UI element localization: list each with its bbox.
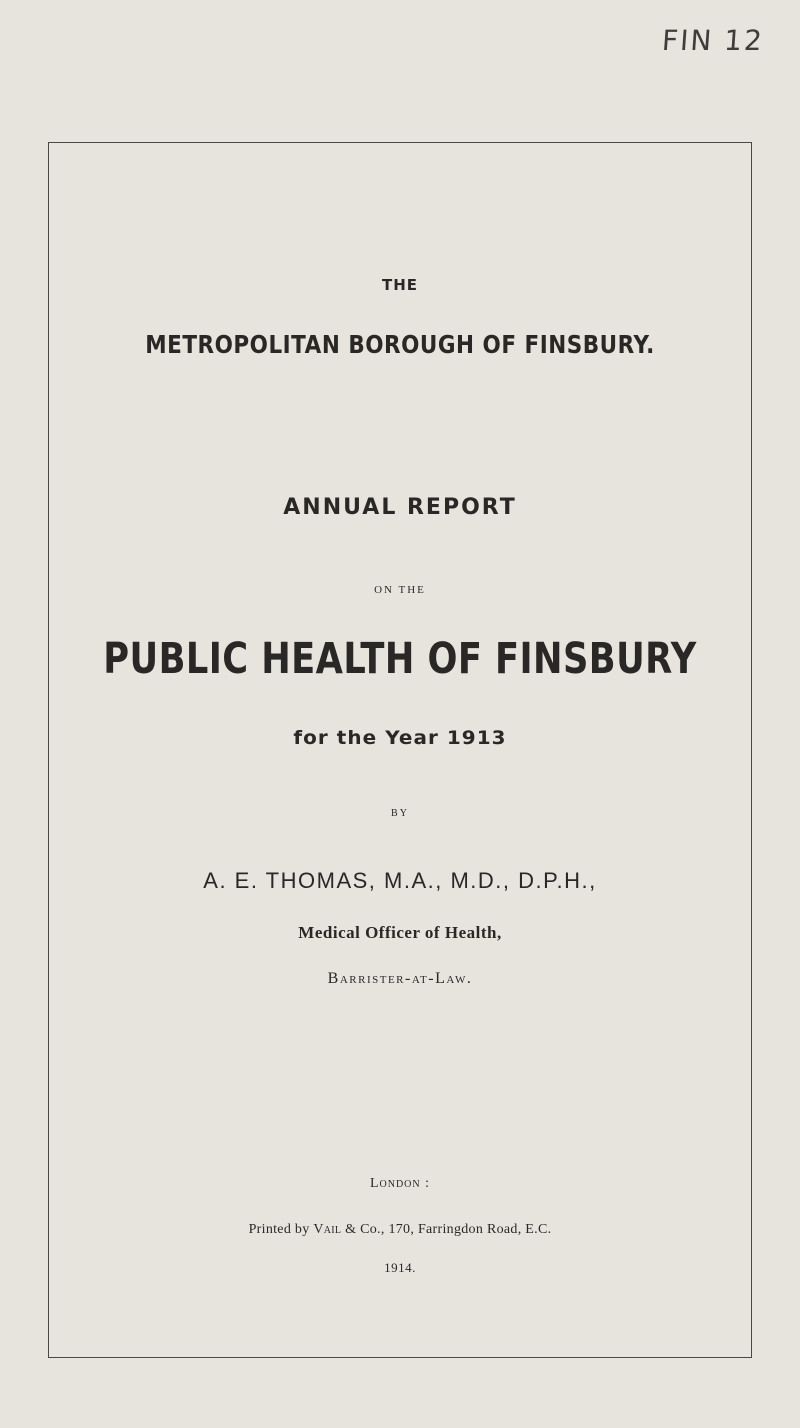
title-the: THE: [381, 276, 419, 294]
by-text: BY: [391, 808, 409, 819]
borough-title: METROPOLITAN BOROUGH OF FINSBURY.: [145, 330, 655, 359]
report-subject: PUBLIC HEALTH OF FINSBURY: [103, 634, 697, 684]
report-year: for the Year 1913: [293, 727, 507, 749]
handwritten-reference: FIN 12: [660, 24, 765, 57]
on-the-text: ON THE: [374, 584, 426, 596]
imprint-printer: [0, 1222, 800, 1238]
imprint-year: 1914.: [384, 1260, 416, 1275]
printed-prefix: Printed by: [248, 1222, 314, 1237]
author-profession: Barrister-at-Law.: [327, 970, 473, 987]
printer-name: Vail: [313, 1222, 342, 1237]
annual-report-heading: ANNUAL REPORT: [283, 495, 517, 520]
author-office: Medical Officer of Health,: [298, 923, 502, 942]
printer-address: & Co., 170, Farringdon Road, E.C.: [341, 1222, 552, 1237]
author-name: A. E. THOMAS, M.A., M.D., D.P.H.,: [203, 868, 597, 893]
imprint-city: London :: [369, 1176, 431, 1191]
